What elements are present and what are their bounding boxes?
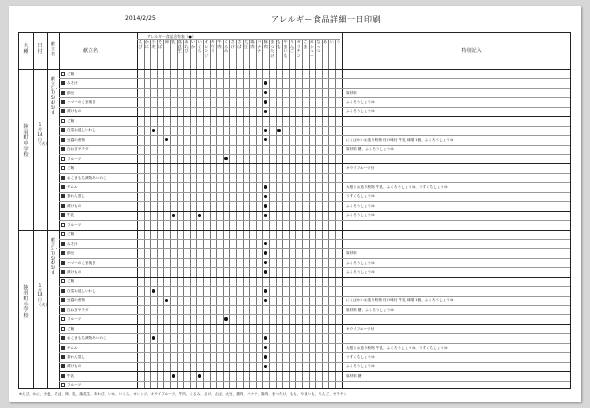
special-note: ふくろうしょうゆ (346, 203, 375, 208)
menu-label: 献立５・7/5/4/5/4 (50, 76, 59, 115)
row-divider (59, 296, 570, 297)
special-note: うすくちしょうゆ (346, 354, 375, 359)
allergen-header-15: さば (237, 39, 242, 49)
row-divider (59, 239, 570, 240)
row-divider (59, 135, 570, 136)
row-marker (61, 261, 65, 265)
row-marker (61, 91, 65, 95)
special-note: キウイフルーツ付 (346, 326, 375, 331)
allergen-mark (264, 251, 267, 254)
dish-name: 白菜お浸しいわし (67, 288, 96, 293)
allergen-header-14: さけ (230, 39, 235, 49)
allergen-mark (264, 346, 267, 349)
allergen-header-7: あわび (184, 39, 189, 54)
row-divider (59, 362, 570, 363)
column-divider (190, 39, 191, 388)
row-marker (61, 213, 65, 217)
allergen-header-11: キウイ (210, 39, 215, 54)
dish-name: ご飯 (67, 166, 75, 171)
row-divider (59, 201, 570, 202)
allergen-mark (264, 261, 267, 264)
dish-name: みそ汁 (67, 81, 78, 86)
row-divider (59, 126, 570, 127)
row-divider (59, 333, 570, 334)
allergen-mark (224, 317, 227, 320)
allergen-header-27: なっつ (316, 39, 321, 54)
dish-name: 漬けもの (67, 364, 82, 369)
allergen-header-23: りんご (289, 39, 295, 54)
allergen-mark (264, 110, 267, 113)
row-divider (137, 39, 340, 40)
special-note: にくばかいお造り粉物 付け味付 牛乳 味噌 1個、ふくろうしょうゆ (346, 137, 454, 142)
row-divider (59, 154, 570, 155)
menu-label: 献立５・7/5/4/5/4 (50, 236, 59, 276)
dish-name: おこまもち漬物あいのこ (67, 175, 107, 180)
column-divider (183, 39, 184, 388)
row-divider (59, 305, 570, 306)
column-divider (302, 39, 303, 388)
special-note: ふくろうしょうゆ (346, 213, 375, 218)
special-note: 原材料 糖 (346, 373, 362, 378)
row-divider (59, 381, 570, 382)
row-marker (61, 147, 65, 151)
row-marker (61, 138, 65, 142)
allergen-header-26: カシュー (309, 39, 314, 58)
allergen-banner: アレルギー食品含有表（●） (147, 34, 196, 39)
row-divider (59, 116, 570, 117)
header-school: 大種 (23, 43, 29, 55)
allergen-mark (264, 138, 267, 141)
dish-name: ハマーのこま焼き (67, 260, 96, 265)
row-marker (61, 166, 65, 170)
row-marker (61, 298, 65, 302)
row-divider (59, 286, 570, 287)
allergen-header-28: あ (322, 39, 328, 44)
allergen-header-24: ゼラチン (296, 39, 301, 58)
allergen-header-4: 卵 (164, 39, 169, 44)
row-marker (61, 383, 65, 387)
column-divider (276, 39, 277, 388)
row-marker (61, 232, 65, 236)
row-marker (61, 364, 65, 368)
row-marker (61, 279, 65, 283)
column-divider (309, 39, 310, 388)
column-divider (203, 39, 204, 388)
dish-name: 豆腐の煮物 (67, 298, 85, 303)
dish-name: ご飯 (67, 71, 75, 76)
dish-name: 白ねぎサラダ (67, 307, 89, 312)
dish-name: ハマーのこま焼き (67, 100, 96, 105)
row-divider (59, 145, 570, 146)
allergen-mark (152, 289, 155, 292)
allergen-header-18: バナナ (256, 39, 262, 54)
allergen-mark (264, 81, 267, 84)
special-note: 大根とお造り粉物 牛乳、ふくろうしょうゆ、うすくちしょうゆ (346, 185, 448, 189)
column-divider (295, 39, 296, 388)
special-note: ふくろうしょうゆ (346, 364, 375, 369)
special-note: 原材料 (346, 90, 357, 95)
dish-name: チムル (67, 345, 78, 350)
dish-name: 納豆 (67, 90, 75, 95)
allergen-header-30: う (336, 39, 341, 44)
allergen-header-1: かに (144, 39, 149, 49)
column-divider (150, 39, 151, 388)
allergen-mark (264, 289, 267, 292)
allergen-mark (264, 100, 267, 103)
allergen-header-17: 鶏肉 (250, 39, 255, 49)
allergen-header-0: えび (138, 39, 143, 49)
allergen-mark (198, 214, 201, 217)
serve-date: 1月14日（火） (37, 122, 50, 147)
allergen-header-25: ごま (303, 39, 308, 49)
row-marker (61, 204, 65, 208)
serve-date: 1月14日（火） (37, 282, 50, 307)
column-divider (289, 39, 290, 388)
column-divider (170, 39, 171, 388)
dish-name: 漬けもの (67, 109, 82, 114)
footer-note: ※えび、かに、小麦、そば、卵、乳、落花生、あわび、いか、いくら、オレンジ、キウイフルーツ、牛肉、くるみ、さけ、さば、大豆、鶏肉、バナナ、豚肉、まつたけ、もも、やまいも、りんご、ゼラチン (19, 392, 348, 396)
dish-name: チムル (67, 185, 78, 189)
allergen-mark (264, 214, 267, 217)
allergen-header-3: そば (157, 39, 163, 49)
dish-name: 漬けもの (67, 269, 82, 274)
row-divider (59, 192, 570, 193)
dish-name: ご飯 (67, 118, 75, 123)
row-divider (59, 314, 570, 315)
dish-name: フルーツ (67, 383, 82, 388)
dish-name: フルーツ (67, 156, 82, 161)
row-marker (61, 270, 65, 274)
column-divider (315, 39, 316, 388)
column-divider (243, 39, 244, 388)
row-marker (61, 242, 65, 246)
allergen-mark (264, 355, 267, 358)
column-divider (163, 39, 164, 388)
school-name: 陸羽町中学校 (23, 124, 29, 159)
row-divider (59, 182, 570, 183)
allergen-header-5: 乳 (171, 39, 176, 44)
special-note: うすくちしょうゆ (346, 194, 375, 199)
row-divider (19, 230, 570, 231)
special-note: 原材料 糖、ふくろうしょうゆ (346, 147, 394, 152)
allergen-header-12: 牛肉 (217, 39, 222, 49)
column-divider (216, 39, 217, 388)
allergen-header-8: いか (190, 39, 196, 49)
allergen-mark (264, 336, 267, 339)
page-title: アレルギー食品詳細一日印刷 (271, 15, 381, 24)
allergen-header-22: やまいも (283, 39, 288, 58)
dish-name: 牛乳 (67, 373, 75, 378)
header-dish: 献立名 (83, 48, 99, 54)
row-marker (61, 317, 65, 321)
row-marker (61, 128, 65, 132)
allergen-mark (172, 214, 175, 217)
allergen-table (18, 32, 571, 389)
row-marker (61, 308, 65, 312)
allergen-header-21: もも (276, 39, 281, 49)
allergen-mark (224, 157, 227, 160)
allergen-mark (165, 299, 168, 302)
row-divider (59, 78, 570, 79)
special-note: ふくろうしょうゆ (346, 109, 375, 114)
dish-name: みそ汁 (67, 241, 78, 246)
row-divider (59, 371, 570, 372)
allergen-header-2: 小麦 (151, 39, 156, 49)
dish-name: フルーツ (67, 317, 82, 322)
print-date: 2014/2/25 (125, 15, 156, 22)
column-divider (335, 39, 336, 388)
row-marker (61, 346, 65, 350)
school-name: 陸羽町小学校 (23, 284, 29, 319)
allergen-mark (264, 185, 267, 188)
special-note: 大根とお造り粉物 牛乳、ふくろうしょうゆ、うすくちしょうゆ (346, 345, 448, 350)
allergen-mark (264, 195, 267, 198)
row-marker (61, 355, 65, 359)
row-marker (61, 251, 65, 255)
print-preview-sheet (9, 6, 581, 402)
special-note: キウイフルーツ付 (346, 166, 375, 171)
header-note: 特別記入 (461, 48, 482, 54)
allergen-mark (264, 91, 267, 94)
column-divider (157, 39, 158, 388)
column-divider (144, 39, 145, 388)
row-marker (61, 100, 65, 104)
column-divider (249, 39, 250, 388)
row-divider (59, 267, 570, 268)
row-marker (61, 194, 65, 198)
column-divider (229, 39, 230, 388)
row-marker (61, 109, 65, 113)
dish-name: 白菜お浸しいわし (67, 128, 96, 133)
row-marker (61, 119, 65, 123)
special-note: ふくろうしょうゆ (346, 100, 375, 105)
allergen-header-13: くるみ (223, 39, 229, 54)
row-divider (59, 220, 570, 221)
row-divider (19, 69, 570, 70)
allergen-header-10: オレンジ (204, 39, 209, 58)
special-note: 原材料 糖、ふくろうしょうゆ (346, 307, 394, 312)
column-divider (177, 39, 178, 388)
allergen-mark (264, 270, 267, 273)
allergen-header-29: い (329, 39, 334, 44)
special-note: にくばかいお造り粉物 付け味付 牛乳 味噌 1個、ふくろうしょうゆ (346, 298, 454, 303)
row-divider (59, 343, 570, 344)
row-divider (59, 258, 570, 259)
allergen-mark (264, 204, 267, 207)
row-divider (59, 211, 570, 212)
dish-name: ご飯 (67, 326, 75, 331)
row-marker (61, 327, 65, 331)
column-divider (256, 39, 257, 388)
allergen-header-9: いくら (197, 39, 202, 54)
allergen-mark (165, 138, 168, 141)
row-marker (61, 157, 65, 161)
row-divider (59, 163, 570, 164)
dish-name: 納豆 (67, 251, 75, 256)
column-divider (210, 39, 211, 388)
allergen-header-16: 大豆 (243, 39, 248, 49)
row-marker (61, 336, 65, 340)
dish-name: 牛乳 (67, 213, 75, 218)
allergen-mark (264, 365, 267, 368)
special-note: 原材料 (346, 251, 357, 256)
header-menu: 献立名 (50, 41, 56, 56)
special-note: ふくろうしょうゆ (346, 260, 375, 265)
allergen-header-20: まつたけ (270, 39, 275, 58)
row-marker (61, 176, 65, 180)
allergen-mark (264, 242, 267, 245)
special-note: ふくろうしょうゆ (346, 269, 375, 274)
allergen-mark (172, 374, 175, 377)
column-divider (322, 39, 323, 388)
column-divider (269, 39, 270, 388)
row-divider (59, 173, 570, 174)
column-divider (196, 39, 197, 388)
dish-name: 豆腐の煮物 (67, 137, 85, 142)
row-divider (59, 352, 570, 353)
dish-name: ご飯 (67, 232, 75, 237)
row-divider (59, 97, 570, 98)
allergen-mark (198, 374, 201, 377)
row-divider (59, 88, 570, 89)
allergen-mark (277, 129, 280, 132)
row-divider (59, 248, 570, 249)
column-divider (223, 39, 224, 388)
column-divider (236, 39, 237, 388)
dish-name: ご飯 (67, 279, 75, 284)
row-marker (61, 374, 65, 378)
allergen-mark (152, 129, 155, 132)
allergen-header-6: 落花生 (177, 39, 182, 54)
column-divider (282, 39, 283, 388)
allergen-mark (264, 299, 267, 302)
allergen-mark (264, 129, 267, 132)
row-marker (61, 81, 65, 85)
row-marker (61, 223, 65, 227)
row-divider (59, 277, 570, 278)
row-marker (61, 185, 65, 189)
header-date: 日付 (37, 43, 43, 55)
dish-name: 茶わん蒸し (67, 354, 85, 359)
row-marker (61, 72, 65, 76)
allergen-mark (152, 336, 155, 339)
column-divider (47, 33, 48, 388)
dish-name: 白ねぎサラダ (67, 147, 89, 152)
row-marker (61, 289, 65, 293)
column-divider (328, 39, 329, 388)
dish-name: 茶わん蒸し (67, 194, 85, 199)
dish-name: 漬けもの (67, 203, 82, 208)
row-divider (59, 324, 570, 325)
allergen-header-19: 豚肉 (263, 39, 268, 49)
column-divider (33, 33, 34, 388)
dish-name: フルーツ (67, 222, 82, 227)
row-divider (59, 107, 570, 108)
dish-name: おこまもち漬物あいのこ (67, 336, 107, 341)
